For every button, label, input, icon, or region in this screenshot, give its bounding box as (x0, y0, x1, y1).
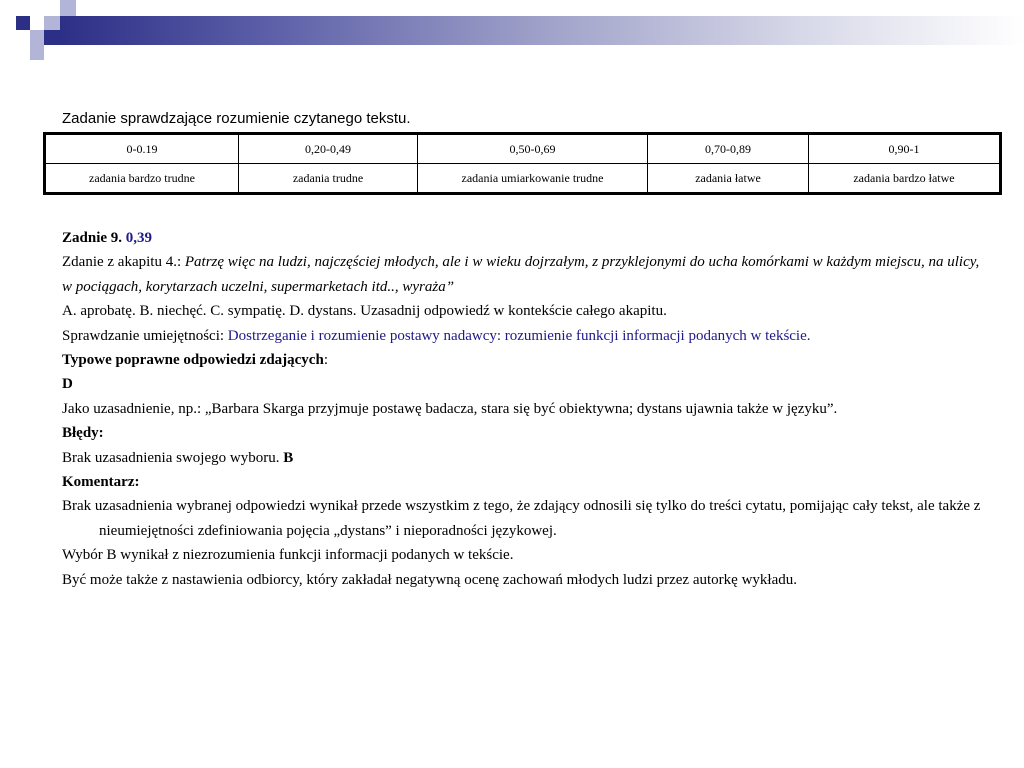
skill-line (62, 324, 992, 348)
label-cell: zadania bardzo trudne (45, 164, 239, 194)
page-title: Zadanie sprawdzające rozumienie czytanego tekstu. (62, 110, 411, 127)
task-quote (62, 250, 992, 299)
range-cell: 0,70-0,89 (648, 134, 809, 164)
errors-heading: Błędy: (62, 425, 104, 442)
decor-square (30, 45, 44, 60)
decor-square (30, 30, 44, 45)
comment-paragraph: Wybór B wynikał z niezrozumienia funkcji informacji podanych w tekście. (62, 547, 514, 564)
range-cell: 0-0.19 (45, 134, 239, 164)
label-cell: zadania trudne (239, 164, 418, 194)
table-row (45, 164, 1001, 194)
difficulty-scale-table (43, 132, 1002, 195)
header-gradient-bar (60, 16, 1024, 45)
error-answer: B (283, 449, 294, 466)
task-options: A. aprobatę. B. niechęć. C. sympatię. D. dystans. Uzasadnij odpowiedź w kontekście całego akapitu. (62, 303, 667, 320)
typical-colon: : (323, 352, 328, 369)
task-heading (62, 226, 992, 250)
label-cell: zadania łatwe (648, 164, 809, 194)
decor-square (60, 0, 76, 16)
justification-example: Jako uzasadnienie, np.: „Barbara Skarga przyjmuje postawę badacza, stara się być obiektywna; dystans ujawnia także w języku”. (62, 400, 838, 417)
task-content (62, 226, 992, 592)
comment-paragraph: Być może także z nastawienia odbiorcy, który zakładał negatywną ocenę zachowań młodych ludzi przez autorkę wykładu. (62, 571, 797, 588)
comment-paragraph: Brak uzasadnienia wybranej odpowiedzi wynikał przede wszystkim z tego, że zdający odnosili się tylko do treści cytatu, pomijając cały tekst, ale także z nieumiejętności zdefiniowania pojęcia „dystans” i nieporadności językowej. (62, 498, 981, 539)
task-difficulty-value: 0,39 (125, 230, 153, 246)
skill-label: Sprawdzanie umiejętności: (62, 327, 228, 344)
range-cell: 0,90-1 (809, 134, 1001, 164)
error-line (62, 446, 992, 470)
quote-prefix: Zdanie z akapitu 4.: (62, 254, 185, 271)
correct-answer: D (62, 376, 73, 393)
skill-text: Dostrzeganie i rozumienie postawy nadawcy: rozumienie funkcji informacji podanych w tekście. (227, 327, 811, 344)
typical-answers-heading (62, 348, 992, 372)
comment-heading: Komentarz: (62, 474, 140, 491)
range-cell: 0,50-0,69 (418, 134, 648, 164)
decor-square (44, 30, 60, 45)
decor-square (16, 16, 30, 30)
range-cell: 0,20-0,49 (239, 134, 418, 164)
quote-text: Patrzę więc na ludzi, najczęściej młodych, ale i w wieku dojrzałym, z przyklejonymi do ucha komórkami w każdym miejscu, na ulicy, w pociągach, korytarzach uczelni, supermarketach itd.., wyraża” (62, 254, 980, 295)
label-cell: zadania bardzo łatwe (809, 164, 1001, 194)
decor-square (16, 30, 30, 45)
label-cell: zadania umiarkowanie trudne (418, 164, 648, 194)
error-text: Brak uzasadnienia swojego wyboru. (62, 449, 284, 466)
table-row (45, 134, 1001, 164)
decor-square (30, 16, 44, 30)
decor-square (44, 16, 60, 30)
task-number: Zadnie 9. (62, 230, 123, 246)
typical-label: Typowe poprawne odpowiedzi zdających (62, 352, 324, 369)
